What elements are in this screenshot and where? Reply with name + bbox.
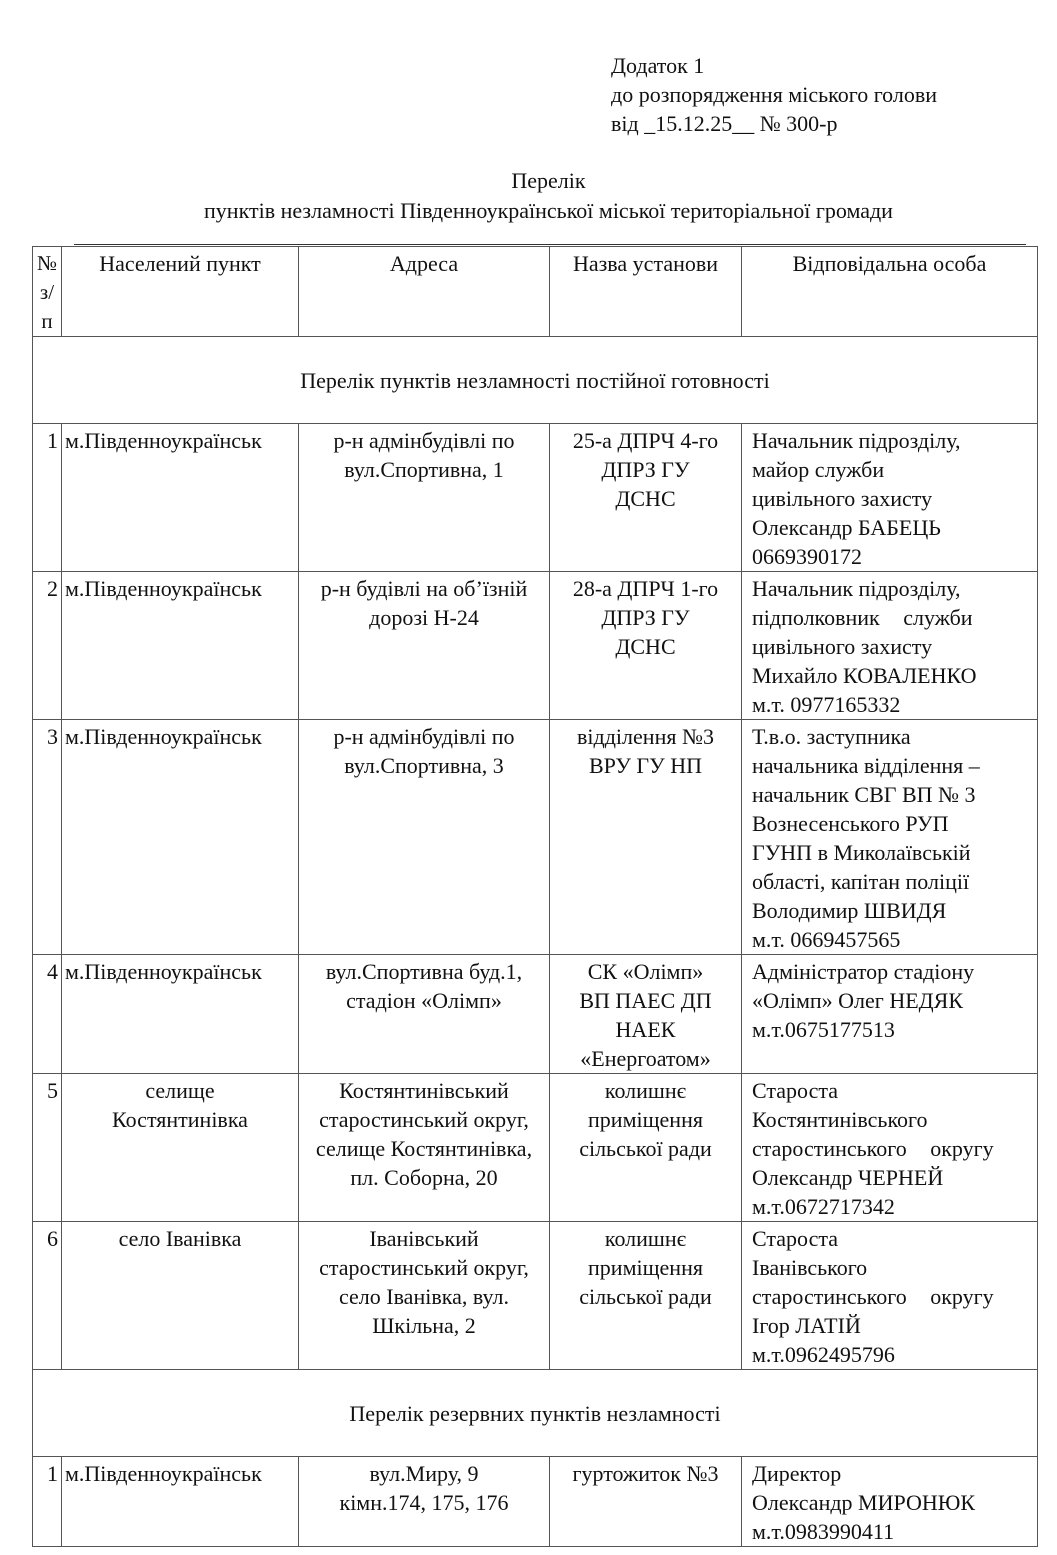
cell-settlement-line: Костянтинівка	[112, 1107, 248, 1132]
cell-address-line: старостинський округ,	[319, 1107, 529, 1132]
cell-address-line: селище Костянтинівка,	[315, 1136, 533, 1161]
cell-address-line: р-н будівлі на об’їзній	[320, 576, 528, 601]
cell-address-line: вул.Спортивна, 3	[344, 753, 504, 778]
header-address: Адреса	[299, 247, 550, 337]
cell-responsible	[742, 1457, 1038, 1547]
cell-responsible-line: начальника відділення –	[752, 753, 980, 778]
cell-responsible-line: цивільного захисту	[752, 634, 933, 659]
cell-settlement-line: м.Південноукраїнськ	[65, 959, 262, 984]
cell-institution-line: 25-а ДПРЧ 4-го	[572, 428, 719, 453]
cell-responsible-line: ГУНП в Миколаївській	[752, 840, 971, 865]
cell-settlement	[62, 424, 299, 572]
cell-responsible-line: Т.в.о. заступника	[752, 724, 911, 749]
cell-institution-line: НАЕК	[615, 1017, 676, 1042]
cell-institution	[550, 955, 742, 1074]
cell-number: 1	[33, 424, 62, 572]
cell-responsible-line: старостинського округу	[752, 1136, 994, 1161]
cell-settlement	[62, 1074, 299, 1222]
cell-institution-line: ВП ПАЕС ДП	[579, 988, 712, 1013]
section-title: Перелік пунктів незламності постійної готовності	[33, 337, 1038, 424]
cell-settlement-line: селище	[145, 1078, 215, 1103]
cell-responsible-line: Володимир ШВИДЯ	[752, 898, 947, 923]
cell-address	[299, 1457, 550, 1547]
cell-institution	[550, 424, 742, 572]
cell-institution	[550, 1457, 742, 1547]
cell-responsible-line: Староста	[752, 1078, 838, 1103]
cell-institution-line: гуртожиток №3	[572, 1461, 719, 1486]
cell-institution-line: ДПРЗ ГУ	[601, 457, 690, 482]
cell-address	[299, 1222, 550, 1370]
cell-institution-line: ВРУ ГУ НП	[588, 753, 702, 778]
cell-responsible-line: майор служби	[752, 457, 885, 482]
cell-address-line: Шкільна, 2	[372, 1313, 476, 1338]
cell-address-line: стадіон «Олімп»	[346, 988, 502, 1013]
table-row	[33, 1457, 1038, 1547]
section-header-row	[33, 1370, 1038, 1457]
table-row	[33, 1222, 1038, 1370]
cell-institution-line: ДПРЗ ГУ	[601, 605, 690, 630]
cell-address	[299, 572, 550, 720]
cell-number: 6	[33, 1222, 62, 1370]
cell-settlement	[62, 1457, 299, 1547]
header-number	[33, 247, 62, 337]
cell-institution-line: колишнє	[604, 1078, 687, 1103]
cell-institution	[550, 1222, 742, 1370]
cell-responsible	[742, 1074, 1038, 1222]
cell-responsible-line: Староста	[752, 1226, 838, 1251]
cell-responsible-line: підполковник служби	[752, 605, 973, 630]
header-number-line: №	[36, 251, 58, 275]
cell-institution-line: колишнє	[604, 1226, 687, 1251]
cell-address-line: вул.Спортивна, 1	[344, 457, 504, 482]
cell-institution-line: «Енергоатом»	[580, 1046, 711, 1071]
cell-responsible-line: м.т.0962495796	[752, 1342, 895, 1367]
cell-address-line: вул.Спортивна буд.1,	[325, 959, 523, 984]
cell-number: 2	[33, 572, 62, 720]
cell-responsible-line: Іванівського	[752, 1255, 868, 1280]
appendix-date-number: від _15.12.25__ № 300-р	[611, 111, 838, 136]
cell-institution-line: 28-а ДПРЧ 1-го	[572, 576, 719, 601]
cell-address	[299, 424, 550, 572]
cell-responsible-line: м.т. 0669457565	[752, 927, 901, 952]
cell-institution	[550, 572, 742, 720]
cell-institution-line: сільської ради	[579, 1136, 712, 1161]
cell-address	[299, 720, 550, 955]
header-institution: Назва установи	[550, 247, 742, 337]
cell-responsible	[742, 1222, 1038, 1370]
cell-number: 3	[33, 720, 62, 955]
cell-institution-line: приміщення	[588, 1107, 703, 1132]
cell-responsible-line: цивільного захисту	[752, 486, 933, 511]
cell-address-line: кімн.174, 175, 176	[339, 1490, 509, 1515]
cell-responsible-line: Костянтинівського	[752, 1107, 928, 1132]
appendix-order-ref: до розпорядження міського голови	[611, 82, 938, 107]
cell-responsible-line: області, капітан поліції	[752, 869, 970, 894]
cell-responsible-line: 0669390172	[752, 544, 862, 569]
cell-responsible	[742, 424, 1038, 572]
title-line-2: пунктів незламності Південноукраїнської міської територіальної громади	[204, 198, 893, 223]
header-number-line: п	[41, 309, 53, 333]
header-settlement: Населений пункт	[62, 247, 299, 337]
cell-address-line: пл. Соборна, 20	[350, 1165, 498, 1190]
appendix-label: Додаток 1	[611, 53, 705, 78]
cell-responsible-line: Начальник підрозділу,	[752, 576, 961, 601]
cell-responsible-line: м.т.0672717342	[752, 1194, 895, 1219]
cell-address-line: Костянтинівський	[339, 1078, 509, 1103]
cell-number: 5	[33, 1074, 62, 1222]
cell-address-line: дорозі Н-24	[369, 605, 479, 630]
cell-institution-line: СК «Олімп»	[587, 959, 704, 984]
cell-settlement	[62, 572, 299, 720]
cell-address	[299, 1074, 550, 1222]
cell-address-line: старостинський округ,	[319, 1255, 529, 1280]
section-header-row	[33, 337, 1038, 424]
cell-responsible-line: Вознесенського РУП	[752, 811, 949, 836]
cell-institution-line: відділення №3	[577, 724, 714, 749]
cell-address-line: Іванівський	[369, 1226, 479, 1251]
cell-responsible-line: Михайло КОВАЛЕНКО	[752, 663, 977, 688]
cell-responsible-line: Начальник підрозділу,	[752, 428, 961, 453]
cell-settlement-line: м.Південноукраїнськ	[65, 576, 262, 601]
cell-responsible	[742, 955, 1038, 1074]
cell-address-line: вул.Миру, 9	[369, 1461, 479, 1486]
cell-number: 1	[33, 1457, 62, 1547]
title-line-1: Перелік	[511, 168, 586, 193]
cell-institution-line: приміщення	[588, 1255, 703, 1280]
cell-institution	[550, 1074, 742, 1222]
table-row	[33, 720, 1038, 955]
cell-responsible	[742, 572, 1038, 720]
cell-responsible-line: м.т.0675177513	[752, 1017, 895, 1042]
cell-responsible-line: начальник СВГ ВП № 3	[752, 782, 976, 807]
cell-institution	[550, 720, 742, 955]
section-title: Перелік резервних пунктів незламності	[33, 1370, 1038, 1457]
table-row	[33, 572, 1038, 720]
cell-responsible-line: Адміністратор стадіону	[752, 959, 975, 984]
cell-institution-line: ДСНС	[615, 634, 676, 659]
table-row	[33, 955, 1038, 1074]
cell-number: 4	[33, 955, 62, 1074]
cell-address-line: р-н адмінбудівлі по	[333, 428, 515, 453]
header-number-line: з/	[39, 280, 55, 304]
header-responsible: Відповідальна особа	[742, 247, 1038, 337]
cell-institution-line: сільської ради	[579, 1284, 712, 1309]
table-body	[33, 337, 1038, 1547]
top-rule-divider	[74, 244, 1026, 245]
cell-institution-line: ДСНС	[615, 486, 676, 511]
document-title	[0, 166, 1057, 226]
table-row	[33, 424, 1038, 572]
cell-settlement-line: село Іванівка	[118, 1226, 242, 1251]
appendix-header	[611, 51, 937, 138]
cell-address-line: р-н адмінбудівлі по	[333, 724, 515, 749]
cell-responsible-line: Олександр БАБЕЦЬ	[752, 515, 941, 540]
cell-responsible-line: Олександр ЧЕРНЕЙ	[752, 1165, 944, 1190]
cell-responsible-line: старостинського округу	[752, 1284, 994, 1309]
cell-address-line: село Іванівка, вул.	[338, 1284, 509, 1309]
cell-responsible-line: м.т. 0977165332	[752, 692, 901, 717]
cell-settlement	[62, 955, 299, 1074]
table-header-row	[33, 247, 1038, 337]
cell-responsible-line: «Олімп» Олег НЕДЯК	[752, 988, 964, 1013]
cell-responsible-line: Олександр МИРОНЮК	[752, 1490, 976, 1515]
cell-responsible	[742, 720, 1038, 955]
cell-address	[299, 955, 550, 1074]
table-row	[33, 1074, 1038, 1222]
cell-responsible-line: Директор	[752, 1461, 842, 1486]
resilience-points-table	[32, 246, 1038, 1547]
cell-responsible-line: Ігор ЛАТІЙ	[752, 1313, 861, 1338]
cell-settlement-line: м.Південноукраїнськ	[65, 1461, 262, 1486]
cell-settlement-line: м.Південноукраїнськ	[65, 428, 262, 453]
cell-responsible-line: м.т.0983990411	[752, 1519, 895, 1544]
cell-settlement-line: м.Південноукраїнськ	[65, 724, 262, 749]
cell-settlement	[62, 720, 299, 955]
cell-settlement	[62, 1222, 299, 1370]
